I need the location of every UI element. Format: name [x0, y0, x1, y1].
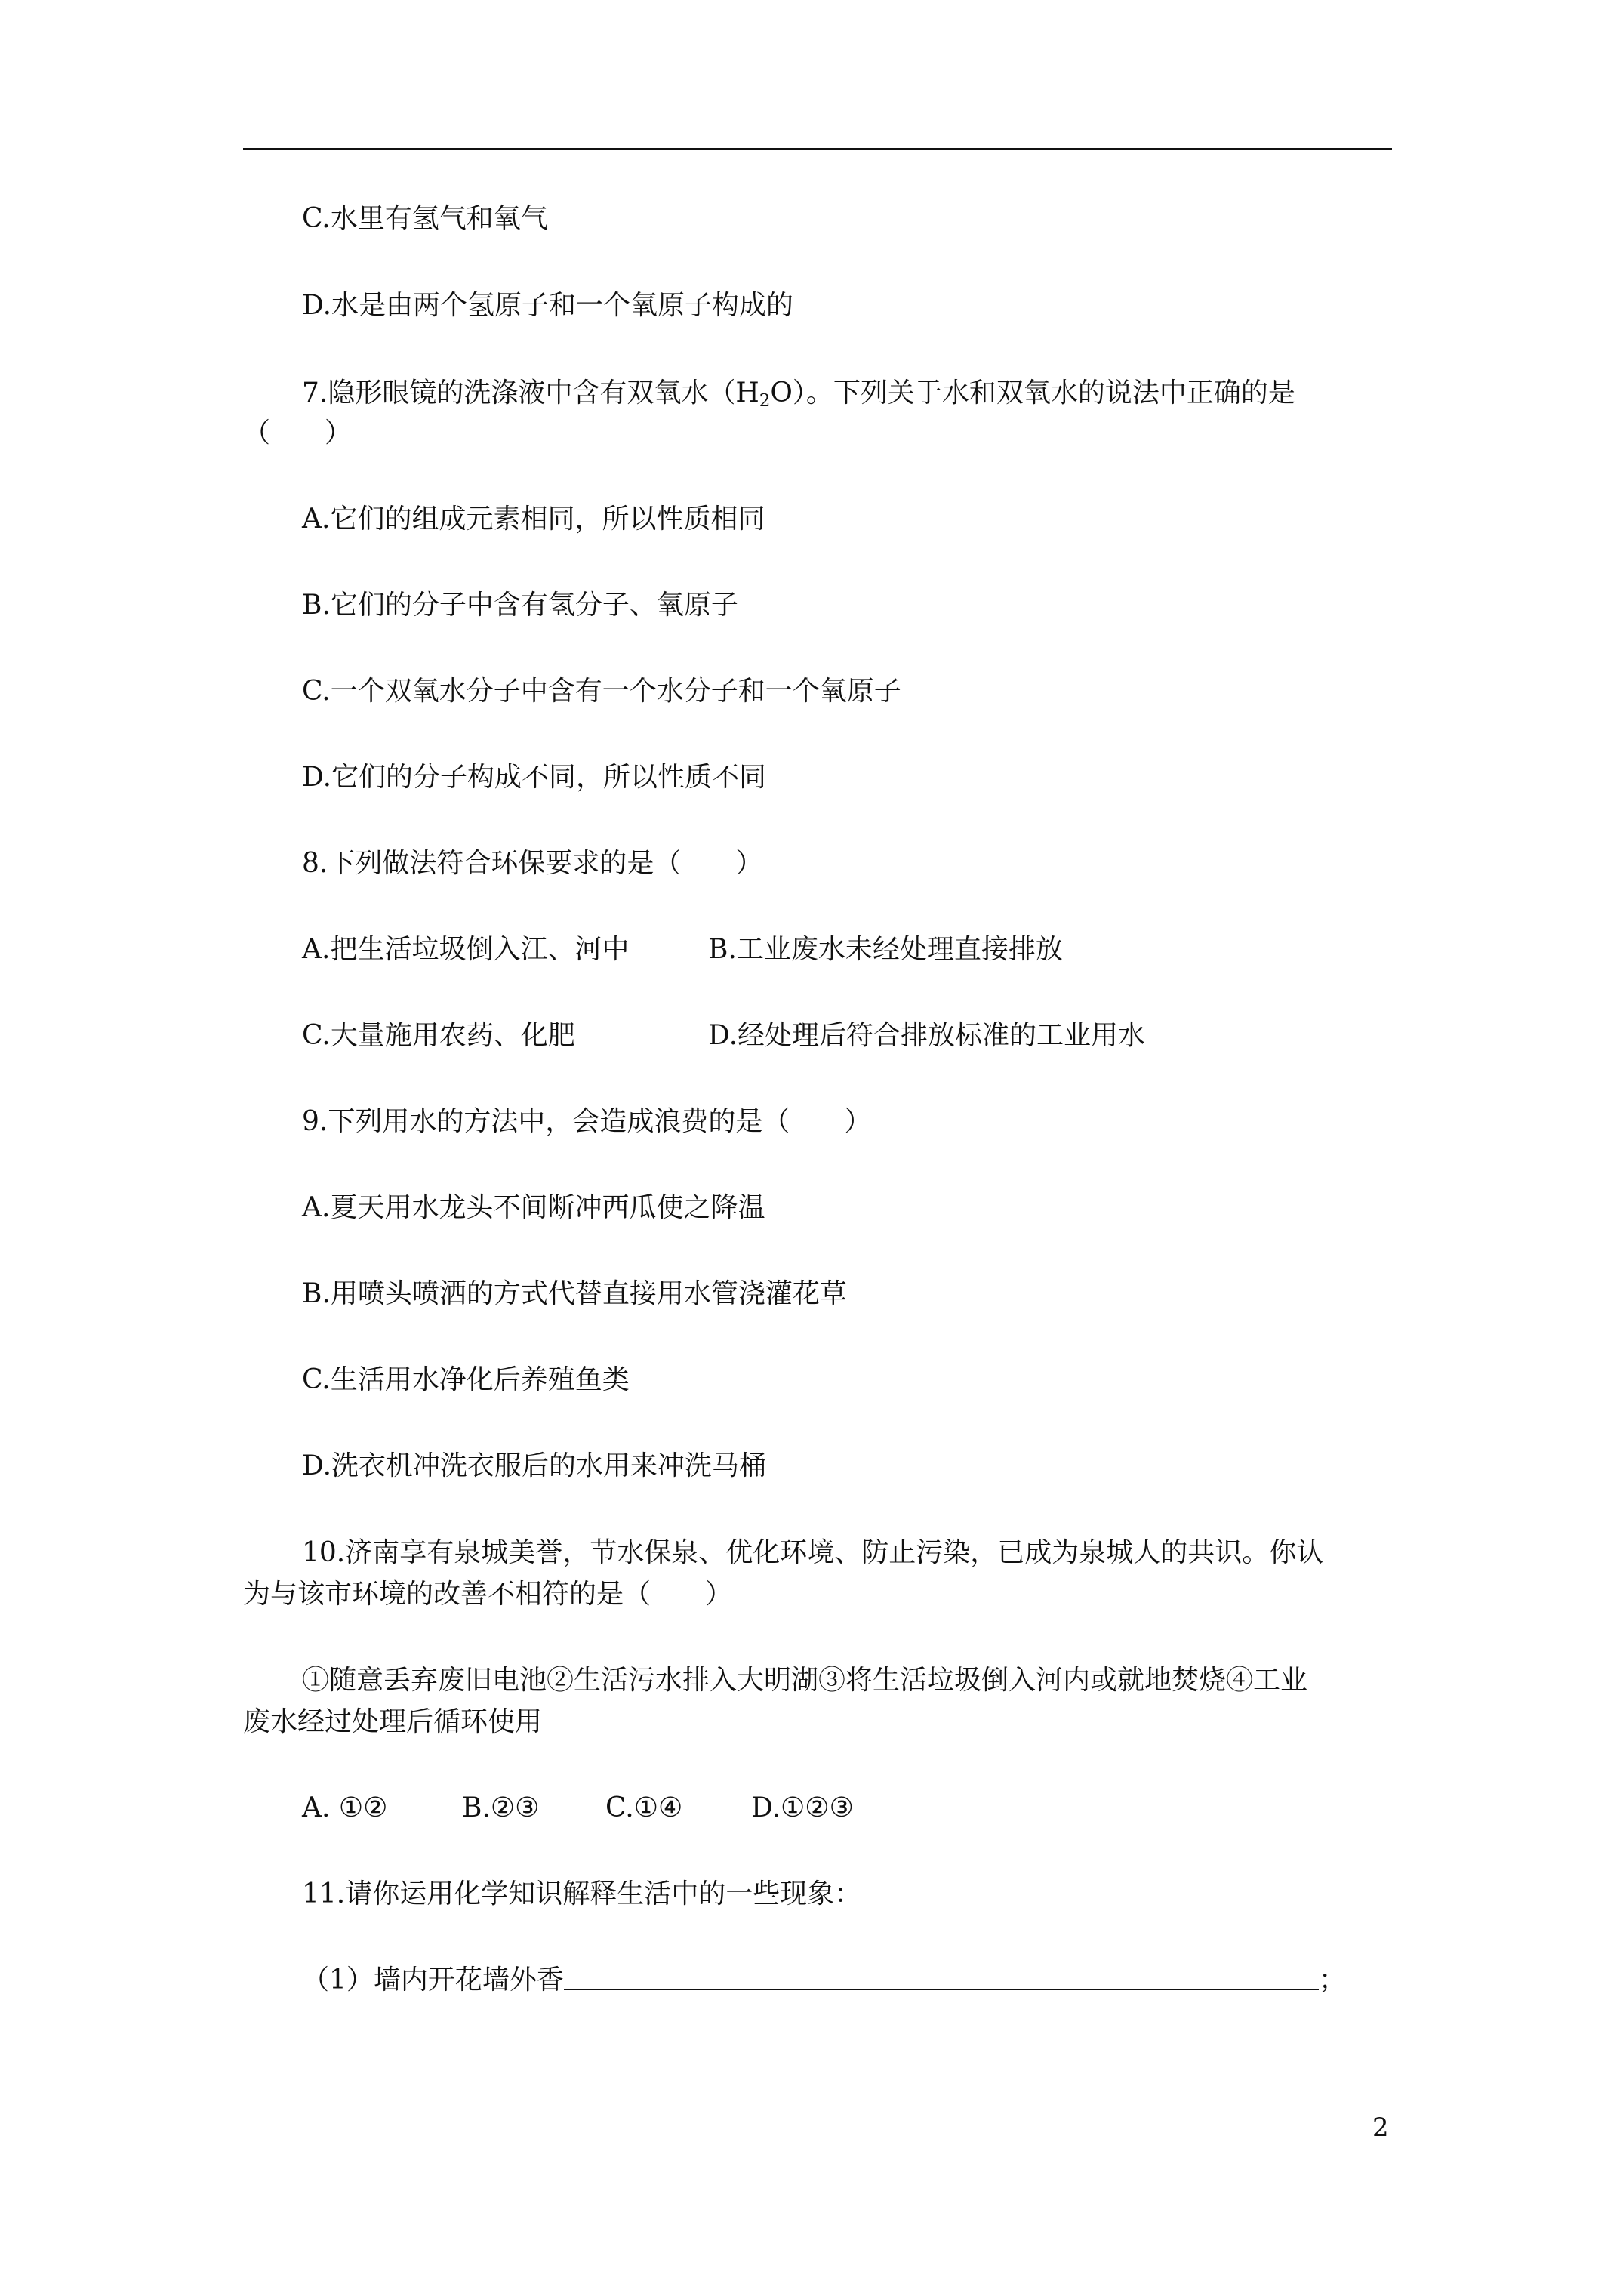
q7-stem-continuation: （ ）	[243, 418, 353, 448]
q10-stem-line1: 10.济南享有泉城美誉，节水保泉、优化环境、防止污染，已成为泉城人的共识。你认	[302, 1537, 1324, 1568]
q7-stem-part2: O）。下列关于水和双氧水的说法中正确的是	[770, 378, 1295, 408]
q8-stem: 8.下列做法符合环保要求的是（ ）	[302, 848, 763, 879]
q7-option-b: B.它们的分子中含有氢分子、氧原子	[302, 590, 738, 621]
q11-part1	[302, 1964, 1346, 1997]
header-rule	[243, 148, 1392, 150]
q8-option-d: D.经处理后符合排放标准的工业用水	[708, 1020, 1146, 1051]
q7-option-c: C.一个双氧水分子中含有一个水分子和一个氧原子	[302, 676, 901, 707]
q9-stem: 9.下列用水的方法中，会造成浪费的是（ ）	[302, 1106, 872, 1137]
q8-option-a: A.把生活垃圾倒入江、河中	[302, 934, 630, 965]
q7-option-d: D.它们的分子构成不同，所以性质不同	[302, 762, 767, 793]
q10-option-a: A. ①②	[302, 1792, 388, 1823]
q10-option-d: D.①②③	[751, 1792, 854, 1823]
q10-option-c: C.①④	[605, 1792, 683, 1823]
q11-part1-answer-blank[interactable]	[564, 1966, 1319, 1990]
q11-part1-end: ；	[1318, 1965, 1346, 1996]
q8-options-row1	[302, 933, 629, 966]
q7-stem	[302, 377, 1295, 410]
q9-option-d: D.洗衣机冲洗衣服后的水用来冲洗马桶	[302, 1450, 767, 1481]
q7-option-a: A.它们的组成元素相同，所以性质相同	[302, 504, 765, 535]
q6-option-d: D.水是由两个氢原子和一个氧原子构成的	[302, 290, 794, 321]
q10-option-b: B.②③	[462, 1792, 540, 1823]
page-number: 2	[1372, 2113, 1389, 2143]
q7-stem-subscript: 2	[759, 391, 771, 411]
q11-part1-label: （1）墙内开花墙外香	[302, 1965, 564, 1996]
q6-option-c: C.水里有氢气和氧气	[302, 203, 548, 234]
q10-stem-line2: 为与该市环境的改善不相符的是（ ）	[243, 1579, 733, 1610]
q7-stem-part1: 7.隐形眼镜的洗涤液中含有双氧水（H	[302, 378, 759, 408]
q10-items-line2: 废水经过处理后循环使用	[243, 1706, 543, 1737]
q9-option-b: B.用喷头喷洒的方式代替直接用水管浇灌花草	[302, 1278, 847, 1309]
q10-items-line1: ①随意丢弃废旧电池②生活污水排入大明湖③将生活垃圾倒入河内或就地焚烧④工业	[302, 1665, 1308, 1696]
q8-option-b: B.工业废水未经处理直接排放	[708, 934, 1063, 965]
q8-option-c: C.大量施用农药、化肥	[302, 1020, 575, 1051]
q9-option-c: C.生活用水净化后养殖鱼类	[302, 1364, 630, 1395]
q11-stem: 11.请你运用化学知识解释生活中的一些现象：	[302, 1878, 862, 1909]
q9-option-a: A.夏天用水龙头不间断冲西瓜使之降温	[302, 1192, 765, 1223]
